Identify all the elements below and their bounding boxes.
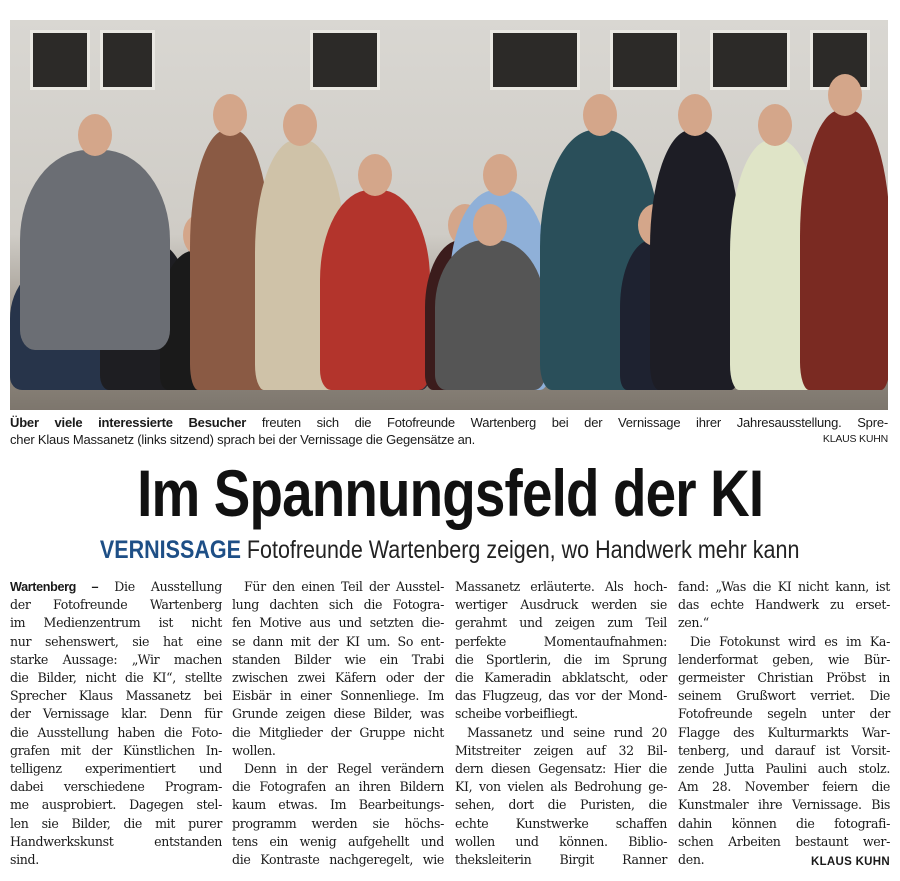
framed-photo xyxy=(100,30,155,90)
person-head xyxy=(828,74,862,116)
text-line xyxy=(10,687,222,705)
text-line xyxy=(678,651,890,669)
text-line xyxy=(678,742,890,760)
paragraph xyxy=(232,760,444,869)
photo-caption xyxy=(10,414,888,448)
line-text: kaum etwas. Im Bearbeitungs- xyxy=(232,797,444,813)
text-line xyxy=(678,833,890,851)
line-text: germeister Christian Pröbst in xyxy=(678,670,890,686)
line-text: nur sehenswert, sie hat eine xyxy=(10,633,222,649)
text-line xyxy=(678,778,890,796)
text-line xyxy=(678,596,890,614)
text-line xyxy=(455,742,667,760)
text-line xyxy=(10,760,222,778)
line-text: die Mitglieder der Gruppe nicht xyxy=(232,724,444,740)
framed-photo xyxy=(710,30,790,90)
paragraph xyxy=(678,633,890,870)
text-line xyxy=(10,705,222,723)
line-text: echte Kunstwerke schaffen xyxy=(455,815,667,831)
person-head xyxy=(78,114,112,156)
line-text: Flagge des Kulturmarkts War- xyxy=(678,724,890,740)
line-text: theksleiterin Birgit Ranner xyxy=(455,852,667,868)
person-head xyxy=(283,104,317,146)
subheadline xyxy=(0,534,900,566)
author-byline: KLAUS KUHN xyxy=(810,856,890,868)
article-column xyxy=(678,578,890,869)
line-text: die Sportlerin, die im Sprung xyxy=(455,651,667,667)
text-line xyxy=(455,851,667,869)
text-line xyxy=(232,596,444,614)
line-text: Sprecher Klaus Massanetz bei xyxy=(10,688,222,704)
line-text: Am 28. November feiern die xyxy=(678,779,890,795)
article-column xyxy=(232,578,444,869)
line-text: Für den einen Teil der Ausstel- xyxy=(244,579,444,594)
person-head xyxy=(358,154,392,196)
line-text: die Bilder, nicht die KI“, stellte xyxy=(10,670,222,686)
photo-credit: KLAUS KUHN xyxy=(822,433,888,445)
line-text: telligenz experimentiert und xyxy=(10,761,222,777)
line-text: se dann mit der KI um. So ent- xyxy=(232,633,444,649)
framed-photo xyxy=(310,30,380,90)
line-text: dabei verschiedene Program- xyxy=(10,779,222,795)
line-text: lung dachten sich die Fotogra- xyxy=(232,597,444,613)
text-line xyxy=(455,760,667,778)
line-text: perfekte Momentaufnahmen: xyxy=(455,633,667,649)
text-line xyxy=(455,796,667,814)
text-line xyxy=(455,596,667,614)
article-column xyxy=(455,578,667,869)
line-text: lenderformat geben, wie Bür- xyxy=(678,651,890,667)
line-text: standen Bilder wie ein Trabi xyxy=(232,651,444,667)
person xyxy=(435,240,545,390)
line-text: das echte Handwerk zu erset- xyxy=(678,597,890,613)
headline xyxy=(0,458,900,528)
line-text: fen Motive aus und setzten die- xyxy=(232,615,444,631)
text-line xyxy=(10,633,222,651)
text-line xyxy=(232,851,444,869)
text-line xyxy=(232,578,444,596)
text-line xyxy=(455,778,667,796)
text-line xyxy=(678,796,890,814)
line-text: scheibe vorbeifliegt. xyxy=(455,706,578,722)
line-text: wertiger Ausdruck werden sie xyxy=(455,597,667,613)
text-line xyxy=(10,796,222,814)
person xyxy=(650,130,740,390)
line-text: Fotofreunde segeln unter der xyxy=(678,706,890,722)
line-text: die Kameradin abklatscht, oder xyxy=(455,670,667,686)
text-line xyxy=(232,687,444,705)
text-line xyxy=(10,833,222,851)
text-line xyxy=(678,669,890,687)
text-line xyxy=(232,669,444,687)
line-text: KI, von vielen als Bedrohung ge- xyxy=(455,779,667,795)
line-text: fand: „Was die KI nicht kann, ist xyxy=(678,579,890,594)
subhead-text: Fotofreunde Wartenberg zeigen, wo Handwerk mehr kann xyxy=(241,536,800,564)
caption-lead: Über viele interessierte Besucher xyxy=(10,415,247,430)
text-line xyxy=(10,596,222,614)
text-line xyxy=(455,687,667,705)
line-text: Massanetz erläuterte. Als hoch- xyxy=(455,579,667,594)
text-line xyxy=(10,724,222,742)
line-text: Handwerkskunst entstanden xyxy=(10,833,222,849)
line-text: Massanetz und seine rund 20 xyxy=(467,724,667,740)
text-line xyxy=(232,633,444,651)
person-head xyxy=(473,204,507,246)
text-line xyxy=(678,614,890,632)
text-line xyxy=(10,578,222,596)
text-line xyxy=(678,578,890,596)
text-line xyxy=(678,633,890,651)
line-text: im Medienzentrum ist nicht xyxy=(10,615,222,631)
text-line xyxy=(455,833,667,851)
line-text: die Kontraste nachgeregelt, wie xyxy=(232,852,444,868)
text-line xyxy=(455,669,667,687)
line-text: programm werden sie höchs- xyxy=(232,815,444,831)
text-line xyxy=(10,815,222,833)
text-line xyxy=(10,742,222,760)
line-text: zwischen zwei Käfern oder der xyxy=(232,670,444,686)
person-head xyxy=(483,154,517,196)
person-head xyxy=(758,104,792,146)
line-text: Die Ausstellung xyxy=(98,579,222,594)
text-line xyxy=(232,778,444,796)
headline-text: Im Spannungsfeld der KI xyxy=(136,456,764,530)
text-line xyxy=(232,705,444,723)
text-line xyxy=(232,815,444,833)
line-text: Denn in der Regel verändern xyxy=(244,761,444,777)
person xyxy=(800,110,888,390)
text-line xyxy=(455,614,667,632)
caption-text: freuten sich die Fotofreunde Wartenberg bei der Vernissage ihrer Jahresausstellung. Spre- xyxy=(246,415,888,430)
person xyxy=(20,150,170,350)
line-text: das Flugzeug, das vor der Mond- xyxy=(455,688,667,704)
line-text: dahin können die fotografi- xyxy=(678,815,890,831)
line-text: seinem Grußwort verriet. Die xyxy=(678,688,890,704)
text-line xyxy=(232,742,444,760)
text-line xyxy=(678,724,890,742)
paragraph xyxy=(10,578,222,869)
paragraph xyxy=(455,578,667,724)
line-text: zen.“ xyxy=(678,615,709,631)
article-column xyxy=(10,578,222,869)
line-text: sehen, dort die Puristen, die xyxy=(455,797,667,813)
line-text: Grunde zeigen diese Bilder, was xyxy=(232,706,444,722)
text-line xyxy=(10,669,222,687)
text-line xyxy=(232,796,444,814)
text-line xyxy=(678,705,890,723)
line-text: schen Arbeiten bestaunt wer- xyxy=(678,833,890,849)
text-line xyxy=(10,851,222,869)
line-text: gerahmt und zeigen zum Teil xyxy=(455,615,667,631)
paragraph xyxy=(232,578,444,760)
group-photo xyxy=(10,20,888,410)
text-line xyxy=(455,724,667,742)
paragraph xyxy=(455,724,667,870)
line-text: wollen. xyxy=(232,742,276,758)
line-text: me ausprobiert. Dagegen stel- xyxy=(10,797,222,813)
text-line xyxy=(678,760,890,778)
line-text: der Fotofreunde Wartenberg xyxy=(10,597,222,613)
line-text: Die Fotokunst wird es im Ka- xyxy=(690,633,890,649)
paragraph xyxy=(678,578,890,633)
line-text: Kunstmaler ihre Vernissage. Bis xyxy=(678,797,890,813)
line-text: tenberg, und darauf ist Vorsit- xyxy=(678,742,890,758)
person xyxy=(320,190,430,390)
line-text: die Fotografen an ihren Bildern xyxy=(232,779,444,795)
person-head xyxy=(213,94,247,136)
text-line xyxy=(10,651,222,669)
caption-line-1 xyxy=(10,414,888,431)
text-line xyxy=(678,815,890,833)
text-line xyxy=(678,687,890,705)
line-text: Mitstreiter zeigen auf 32 Bil- xyxy=(455,742,667,758)
line-text: dern diesen Gegensatz: Hier die xyxy=(455,761,667,777)
text-line xyxy=(455,651,667,669)
line-text: starke Aussage: „Wir machen xyxy=(10,651,222,667)
text-line xyxy=(455,633,667,651)
framed-photo xyxy=(610,30,680,90)
person-head xyxy=(678,94,712,136)
line-text: sind. xyxy=(10,852,39,868)
framed-photo xyxy=(30,30,90,90)
text-line xyxy=(10,614,222,632)
text-line xyxy=(232,651,444,669)
text-line xyxy=(10,778,222,796)
line-text: tens ein wenig aufgehellt und xyxy=(232,833,444,849)
text-line xyxy=(232,833,444,851)
framed-photo xyxy=(490,30,580,90)
text-line xyxy=(232,760,444,778)
line-text: Eisbär in einer Sonnenliege. Im xyxy=(232,688,444,704)
line-text: der Vernissage klar. Denn für xyxy=(10,706,222,722)
dateline: Wartenberg – xyxy=(10,580,99,594)
text-line xyxy=(455,705,667,723)
text-line xyxy=(232,614,444,632)
line-text: len sie Bilder, die mit purer xyxy=(10,815,222,831)
caption-line-2 xyxy=(10,431,888,448)
line-text: zende Jutta Paulini auch stolz. xyxy=(678,761,890,777)
line-text: grafen mit der Künstlichen In- xyxy=(10,742,222,758)
line-text: den. xyxy=(678,852,705,868)
text-line xyxy=(455,578,667,596)
line-text: wollen und können. Biblio- xyxy=(455,833,667,849)
caption-text-2: cher Klaus Massanetz (links sitzend) sprach bei der Vernissage die Gegensätze an. xyxy=(10,432,476,447)
text-line xyxy=(455,815,667,833)
line-text: die Ausstellung haben die Foto- xyxy=(10,724,222,740)
person-head xyxy=(583,94,617,136)
text-line xyxy=(232,724,444,742)
subhead-kicker: VERNISSAGE xyxy=(100,536,242,564)
